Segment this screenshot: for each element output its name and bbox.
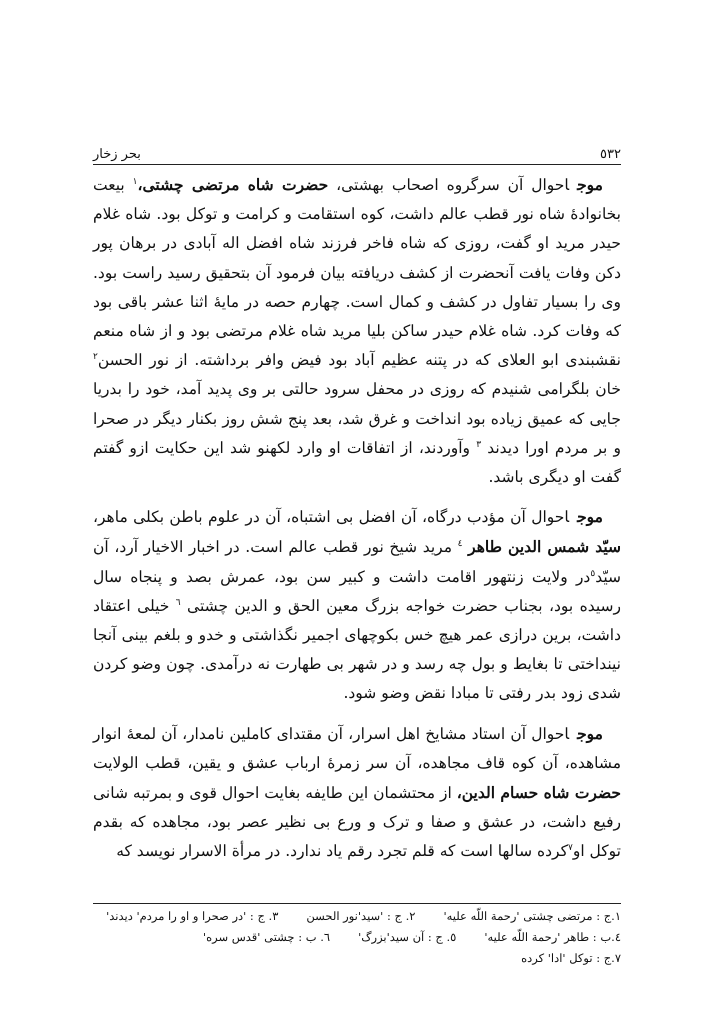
footnotes <box>93 906 621 969</box>
text-segment: خان بلگرامی شنیدم که روزی در محفل سرود حالتی بر وی پدید آمد، خود را بدریا جایی که عمیق زیاده بود انداخت و غرق شد، بعد پنج شش روز بکنار دیگر در صحرا و بر مردم اورا دیدند <box>93 380 621 457</box>
text-segment: کرده سالها است که قلم تجرد رقم یاد ندارد. در مرأة الاسرار نویسد که <box>116 842 568 861</box>
text-segment: از محتشمان این طایفه بغایت احوال قوی و بمرتبه شانی رفیع داشت، در عشق و صفا و ترک و ورع بی نظیر عصر بود، مجاهده که بقدم توکل او <box>93 784 621 861</box>
paragraph-3 <box>93 719 621 867</box>
text-segment: مرید شیخ نور قطب عالم است. در اخبار الاخیار آرد، آن سیّد <box>93 538 621 586</box>
footnote-ref[interactable]: ٤ <box>457 539 463 550</box>
person-name: سیّد شمس الدین طاهر <box>468 537 622 557</box>
footnote-3: ٣. ج : 'در صحرا و او را مردم' دیدند' <box>106 909 279 923</box>
main-text <box>93 170 621 867</box>
footnote-6: ٦. ب : چشتی 'قدس سره' <box>202 930 331 944</box>
text-segment: بیعت بخانوادۀ شاه نور قطب عالم داشت، کوه استقامت و کرامت و توکل بود. شاه غلام حیدر مرید او گفت، روزی که شاه فاخر فرزند شاه افضل اله آبادی در برهان پور دکن وفات یافت آنحضرت از کشف دریافته بیان فرمود آن بتحقیق رسید راست بود. وی را بسیار تفاول در کشف و کمال است. چهارم حصه در مایۀ اثنا عشر باقی بود که وفات کرد. شاه غلام حیدر ساکن بلیا مرید شاه غلام مرتضی بود و از شاه منعم نقشبندی ابو العلای که در پتنه عظیم آباد بود فیض وافر برداشته. از نور الحسن <box>93 176 621 370</box>
footnote-2: ٢. ج : 'سید'نور الحسن <box>306 909 416 923</box>
running-title: بحر زخار <box>93 147 141 162</box>
text-segment: احوال آن استاد مشایخ اهل اسرار، آن مقتدای کاملین نامدار، آن لمعۀ انوار مشاهده، آن کوه قاف مجاهده، آن سر زمرۀ ارباب عشق و یقین، قطب الولایت <box>93 724 621 772</box>
text-segment: وآوردند، از اتفاقات او وارد لکهنو شد این حکایت ازو گفتم گفت او دیگری باشد. <box>93 438 621 487</box>
footnote-ref[interactable]: ٢ <box>93 352 98 363</box>
footnote-5: ٥. ج : آن سید'بزرگ' <box>358 930 457 944</box>
footnote-row <box>93 906 621 927</box>
footnote-7: ٧.ج : توکل 'ادا' کرده <box>521 951 621 965</box>
page-number: ٥٣٢ <box>600 147 621 162</box>
text-segment: احوال آن سرگروه اصحاب بهشتی، <box>336 176 570 194</box>
section-keyword: موج <box>577 507 603 527</box>
section-keyword: موج <box>577 723 603 743</box>
footnote-1: ١.ج : مرتضی چشتی 'رحمة اللّه علیه' <box>443 909 621 923</box>
text-segment: احوال آن مؤدب درگاه، آن افضل بی اشتباه، آن در علوم باطن بکلی ماهر، <box>93 508 570 527</box>
footnote-ref[interactable]: ٦ <box>175 597 181 608</box>
footnote-row <box>93 948 621 969</box>
person-name: حضرت شاه مرتضی چشتی، <box>137 175 329 194</box>
paragraph-2 <box>93 502 621 708</box>
footnote-row <box>93 927 621 948</box>
footnote-ref[interactable]: ٧ <box>567 843 573 854</box>
footnote-4: ٤.ب : طاهر 'رحمة اللّه علیه' <box>484 930 621 944</box>
text-segment: خیلی اعتقاد داشت، برین درازی عمر هیچ خس بکوچهای اجمیر نگذاشتی و خدو و بلغم بینی آنجا نینداختی تا بغایط و بول چه رسد و در شهر بی طهارت نه درآمدی. چون وضو کردن شدی زود بدر رفتی تا مبادا نقض وضو شود. <box>93 596 621 703</box>
page-header <box>93 139 621 165</box>
footnote-ref[interactable]: ٣ <box>476 439 482 450</box>
section-keyword: موج <box>577 175 603 194</box>
footnote-ref[interactable]: ١ <box>132 176 138 187</box>
footnote-ref[interactable]: ٥ <box>590 568 596 579</box>
footnote-divider <box>93 903 621 904</box>
person-name: حضرت شاه حسام الدین، <box>456 783 621 803</box>
paragraph-1 <box>93 170 621 492</box>
text-segment: در ولایت زنتهور اقامت داشت و کبیر سن بود، عمرش بصد و پنجاه سال رسیده بود، بجناب حضرت خواجه بزرگ معین الحق و الدین چشتی <box>93 567 621 615</box>
